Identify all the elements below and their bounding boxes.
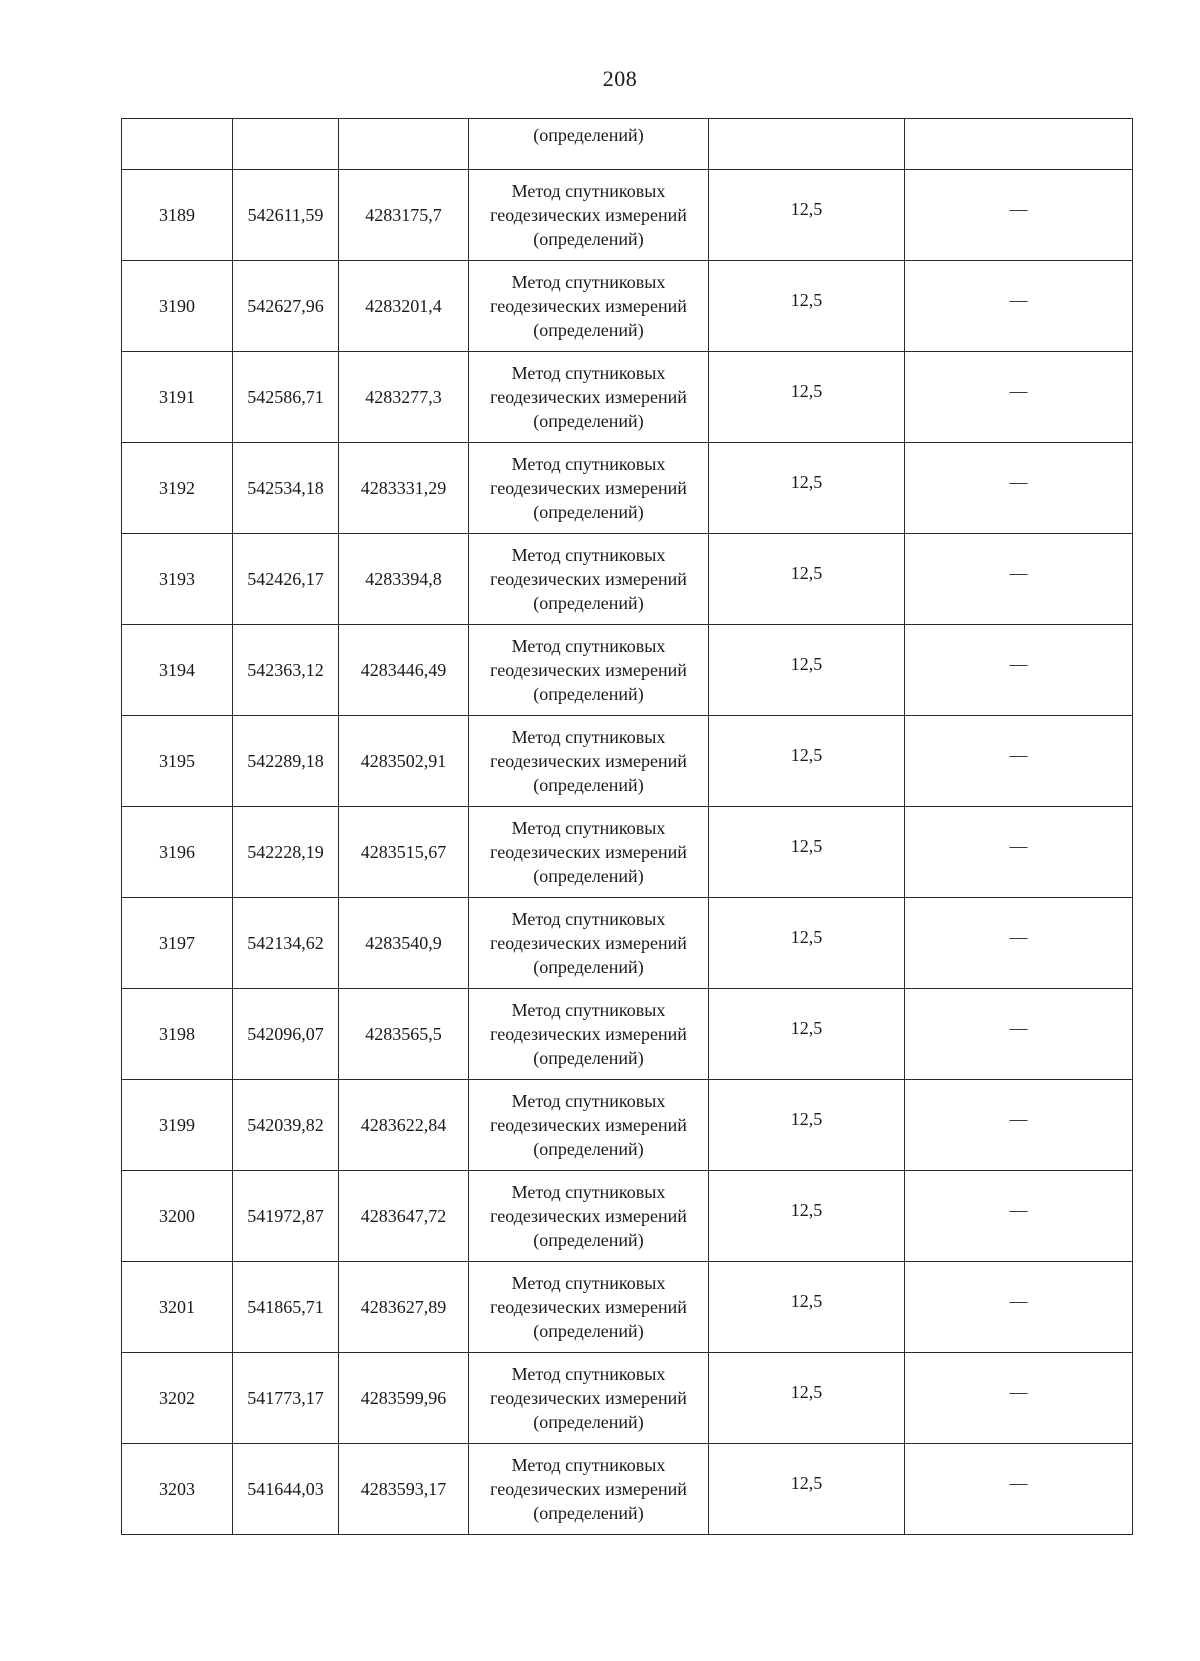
cell-y-coordinate: 4283201,4 <box>339 261 469 352</box>
method-line: Метод спутниковых <box>511 1000 666 1020</box>
accuracy-value: 12,5 <box>790 836 823 856</box>
method-line: геодезических измерений <box>490 1115 687 1135</box>
table-row <box>122 261 1133 352</box>
accuracy-value: 12,5 <box>790 290 823 310</box>
table-row <box>122 1262 1133 1353</box>
page-number: 208 <box>602 66 638 91</box>
cell-note <box>905 534 1133 625</box>
cell-method <box>469 443 709 534</box>
method-line: Метод спутниковых <box>511 363 666 383</box>
cell-y-coordinate: 4283515,67 <box>339 807 469 898</box>
method-line: (определений) <box>533 957 644 977</box>
cell-accuracy <box>709 261 905 352</box>
cell-method <box>469 807 709 898</box>
dash-mark: — <box>1009 290 1028 310</box>
method-line: (определений) <box>533 1321 644 1341</box>
method-line: геодезических измерений <box>490 569 687 589</box>
cell-x-coordinate: 542289,18 <box>233 716 339 807</box>
cell-method <box>469 352 709 443</box>
cell-point-number: 3200 <box>122 1171 233 1262</box>
cell-y-coordinate: 4283331,29 <box>339 443 469 534</box>
method-line: Метод спутниковых <box>511 272 666 292</box>
cell-x-coordinate: 542534,18 <box>233 443 339 534</box>
cell-method-continuation: (определений) <box>469 119 709 170</box>
dash-mark: — <box>1009 745 1028 765</box>
cell-method <box>469 534 709 625</box>
dash-mark: — <box>1009 199 1028 219</box>
method-line: Метод спутниковых <box>511 1091 666 1111</box>
table-row <box>122 716 1133 807</box>
cell-method <box>469 625 709 716</box>
cell-accuracy <box>709 170 905 261</box>
accuracy-value: 12,5 <box>790 927 823 947</box>
cell-method <box>469 989 709 1080</box>
cell-accuracy <box>709 1353 905 1444</box>
cell-x-coordinate: 541972,87 <box>233 1171 339 1262</box>
table-row <box>122 1444 1133 1535</box>
cell-accuracy <box>709 716 905 807</box>
cell-x-coordinate: 542363,12 <box>233 625 339 716</box>
cell-accuracy <box>709 443 905 534</box>
method-line: геодезических измерений <box>490 1388 687 1408</box>
method-line: Метод спутниковых <box>511 1455 666 1475</box>
method-line: геодезических измерений <box>490 933 687 953</box>
cell-accuracy <box>709 989 905 1080</box>
table-row <box>122 807 1133 898</box>
cell-x-coordinate: 542627,96 <box>233 261 339 352</box>
table-row <box>122 898 1133 989</box>
dash-mark: — <box>1009 381 1028 401</box>
cell-note <box>905 989 1133 1080</box>
accuracy-value: 12,5 <box>790 654 823 674</box>
method-line: (определений) <box>533 1503 644 1523</box>
accuracy-value: 12,5 <box>790 1291 823 1311</box>
cell-point-number: 3202 <box>122 1353 233 1444</box>
method-line: геодезических измерений <box>490 842 687 862</box>
table-row <box>122 534 1133 625</box>
cell-method <box>469 898 709 989</box>
method-line: Метод спутниковых <box>511 1364 666 1384</box>
dash-mark: — <box>1009 1018 1028 1038</box>
method-line: (определений) <box>533 229 644 249</box>
cell-x-coordinate: 542611,59 <box>233 170 339 261</box>
cell-accuracy <box>709 898 905 989</box>
accuracy-value: 12,5 <box>790 745 823 765</box>
method-line: (определений) <box>533 411 644 431</box>
accuracy-value: 12,5 <box>790 1018 823 1038</box>
method-line: геодезических измерений <box>490 205 687 225</box>
cell-x-coordinate: 541773,17 <box>233 1353 339 1444</box>
cell-note <box>905 170 1133 261</box>
cell-note <box>905 625 1133 716</box>
cell-method <box>469 1080 709 1171</box>
cell-x-coordinate: 542096,07 <box>233 989 339 1080</box>
cell-point-number: 3198 <box>122 989 233 1080</box>
cell-point-number: 3189 <box>122 170 233 261</box>
method-line: геодезических измерений <box>490 751 687 771</box>
method-line: геодезических измерений <box>490 387 687 407</box>
accuracy-value: 12,5 <box>790 563 823 583</box>
accuracy-value: 12,5 <box>790 472 823 492</box>
cell-y-coordinate: 4283394,8 <box>339 534 469 625</box>
cell-point-number: 3192 <box>122 443 233 534</box>
method-line: (определений) <box>533 775 644 795</box>
table-row <box>122 625 1133 716</box>
cell-method <box>469 1353 709 1444</box>
cell-y-coordinate: 4283599,96 <box>339 1353 469 1444</box>
cell-y-coordinate: 4283622,84 <box>339 1080 469 1171</box>
method-line: (определений) <box>533 502 644 522</box>
method-line: (определений) <box>533 866 644 886</box>
cell-method <box>469 1444 709 1535</box>
cell-method <box>469 716 709 807</box>
method-line: геодезических измерений <box>490 1206 687 1226</box>
cell-point-number: 3193 <box>122 534 233 625</box>
cell-accuracy <box>709 352 905 443</box>
cell-note <box>905 443 1133 534</box>
cell-point-empty <box>122 119 233 170</box>
cell-x-coordinate: 542426,17 <box>233 534 339 625</box>
cell-point-number: 3196 <box>122 807 233 898</box>
table-row <box>122 443 1133 534</box>
table-row <box>122 1080 1133 1171</box>
cell-point-number: 3191 <box>122 352 233 443</box>
method-line: (определений) <box>533 1048 644 1068</box>
accuracy-value: 12,5 <box>790 1382 823 1402</box>
method-line: Метод спутниковых <box>511 181 666 201</box>
cell-note <box>905 1353 1133 1444</box>
method-line: (определений) <box>533 1139 644 1159</box>
cell-accuracy <box>709 534 905 625</box>
method-line: геодезических измерений <box>490 296 687 316</box>
cell-accuracy <box>709 625 905 716</box>
dash-mark: — <box>1009 563 1028 583</box>
cell-point-number: 3190 <box>122 261 233 352</box>
cell-point-number: 3201 <box>122 1262 233 1353</box>
method-line: Метод спутниковых <box>511 1182 666 1202</box>
cell-x-coordinate: 542586,71 <box>233 352 339 443</box>
cell-accuracy <box>709 1444 905 1535</box>
cell-y-coordinate: 4283502,91 <box>339 716 469 807</box>
cell-y-coordinate: 4283277,3 <box>339 352 469 443</box>
cell-x-coordinate: 542039,82 <box>233 1080 339 1171</box>
dash-mark: — <box>1009 836 1028 856</box>
cell-note <box>905 352 1133 443</box>
method-line: (определений) <box>533 1230 644 1250</box>
method-line: геодезических измерений <box>490 1297 687 1317</box>
cell-note <box>905 716 1133 807</box>
method-line: Метод спутниковых <box>511 727 666 747</box>
cell-method <box>469 170 709 261</box>
cell-point-number: 3197 <box>122 898 233 989</box>
cell-x-coordinate: 542134,62 <box>233 898 339 989</box>
method-line: геодезических измерений <box>490 1479 687 1499</box>
cell-point-number: 3195 <box>122 716 233 807</box>
dash-mark: — <box>1009 1382 1028 1402</box>
cell-x-coordinate: 542228,19 <box>233 807 339 898</box>
method-line: Метод спутниковых <box>511 636 666 656</box>
cell-accuracy <box>709 1262 905 1353</box>
cell-x-coordinate: 541644,03 <box>233 1444 339 1535</box>
method-line: Метод спутниковых <box>511 909 666 929</box>
method-line: геодезических измерений <box>490 1024 687 1044</box>
dash-mark: — <box>1009 927 1028 947</box>
accuracy-value: 12,5 <box>790 381 823 401</box>
cell-method <box>469 1171 709 1262</box>
cell-y-coordinate: 4283565,5 <box>339 989 469 1080</box>
accuracy-value: 12,5 <box>790 1109 823 1129</box>
table-row <box>122 170 1133 261</box>
dash-mark: — <box>1009 472 1028 492</box>
dash-mark: — <box>1009 654 1028 674</box>
method-line: геодезических измерений <box>490 660 687 680</box>
cell-accuracy <box>709 807 905 898</box>
dash-mark: — <box>1009 1200 1028 1220</box>
table-body <box>122 119 1133 1535</box>
cell-note <box>905 1080 1133 1171</box>
cell-accuracy-empty <box>709 119 905 170</box>
cell-note <box>905 807 1133 898</box>
cell-point-number: 3194 <box>122 625 233 716</box>
cell-y-coordinate: 4283593,17 <box>339 1444 469 1535</box>
method-line: Метод спутниковых <box>511 818 666 838</box>
cell-y-coordinate: 4283446,49 <box>339 625 469 716</box>
dash-mark: — <box>1009 1473 1028 1493</box>
accuracy-value: 12,5 <box>790 1473 823 1493</box>
cell-y-empty <box>339 119 469 170</box>
cell-note <box>905 261 1133 352</box>
continuation-row <box>122 119 1133 170</box>
cell-note <box>905 1171 1133 1262</box>
coordinates-table <box>121 118 1133 1535</box>
cell-y-coordinate: 4283540,9 <box>339 898 469 989</box>
accuracy-value: 12,5 <box>790 1200 823 1220</box>
cell-note <box>905 1444 1133 1535</box>
cell-point-number: 3199 <box>122 1080 233 1171</box>
method-line: геодезических измерений <box>490 478 687 498</box>
cell-method <box>469 1262 709 1353</box>
cell-x-coordinate: 541865,71 <box>233 1262 339 1353</box>
dash-mark: — <box>1009 1291 1028 1311</box>
cell-accuracy <box>709 1080 905 1171</box>
method-line: Метод спутниковых <box>511 1273 666 1293</box>
method-line: (определений) <box>533 320 644 340</box>
cell-accuracy <box>709 1171 905 1262</box>
cell-x-empty <box>233 119 339 170</box>
table-row <box>122 352 1133 443</box>
accuracy-value: 12,5 <box>790 199 823 219</box>
cell-y-coordinate: 4283175,7 <box>339 170 469 261</box>
cell-note <box>905 898 1133 989</box>
method-line: (определений) <box>533 684 644 704</box>
method-line: Метод спутниковых <box>511 454 666 474</box>
cell-point-number: 3203 <box>122 1444 233 1535</box>
table-row <box>122 1353 1133 1444</box>
method-line: (определений) <box>533 1412 644 1432</box>
dash-mark: — <box>1009 1109 1028 1129</box>
cell-method <box>469 261 709 352</box>
method-line: (определений) <box>533 593 644 613</box>
cell-y-coordinate: 4283647,72 <box>339 1171 469 1262</box>
method-line: Метод спутниковых <box>511 545 666 565</box>
cell-y-coordinate: 4283627,89 <box>339 1262 469 1353</box>
cell-note <box>905 1262 1133 1353</box>
table-row <box>122 1171 1133 1262</box>
cell-note-empty <box>905 119 1133 170</box>
table-row <box>122 989 1133 1080</box>
